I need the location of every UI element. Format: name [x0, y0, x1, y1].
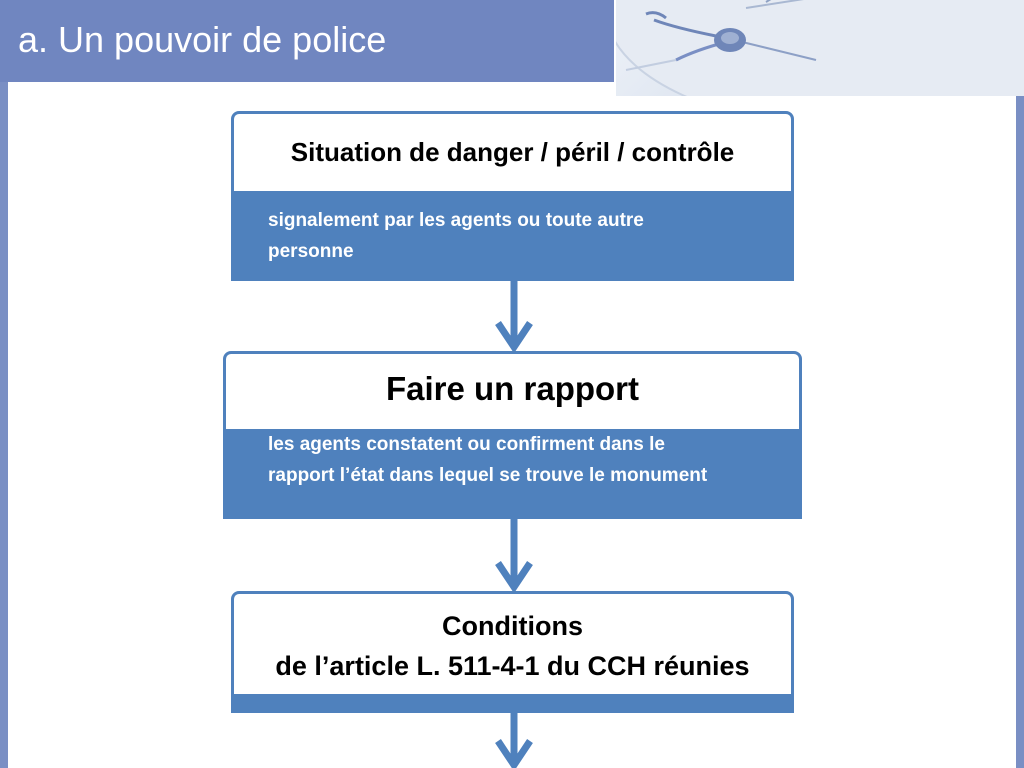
- step2-body-line1: les agents constatent ou confirment dans le: [268, 434, 665, 455]
- step1-body-line2: personne: [268, 241, 354, 262]
- step2-body: [223, 429, 802, 519]
- step1-heading: Situation de danger / péril / contrôle: [231, 111, 794, 191]
- step2-heading: Faire un rapport: [223, 351, 802, 429]
- step3-heading-line1: Conditions: [442, 611, 583, 641]
- step3-heading-line2: de l’article L. 511-4-1 du CCH réunies: [275, 651, 750, 681]
- arrow-down-icon: [494, 519, 534, 593]
- arrow-down-icon: [494, 281, 534, 353]
- arrow-down-icon: [494, 705, 534, 768]
- right-accent-bar: [1016, 96, 1024, 768]
- clock-photo: [616, 0, 1024, 96]
- left-accent-bar: [0, 0, 8, 768]
- step3-heading: [231, 591, 794, 694]
- step2-body-line2: rapport l’état dans lequel se trouve le monument: [268, 465, 708, 486]
- clock-icon: [616, 0, 1024, 96]
- step1-body-line1: signalement par les agents ou toute autre: [268, 210, 644, 231]
- page-title: a. Un pouvoir de police: [18, 19, 387, 60]
- step1-body: [231, 191, 794, 281]
- title-bar: [0, 0, 614, 82]
